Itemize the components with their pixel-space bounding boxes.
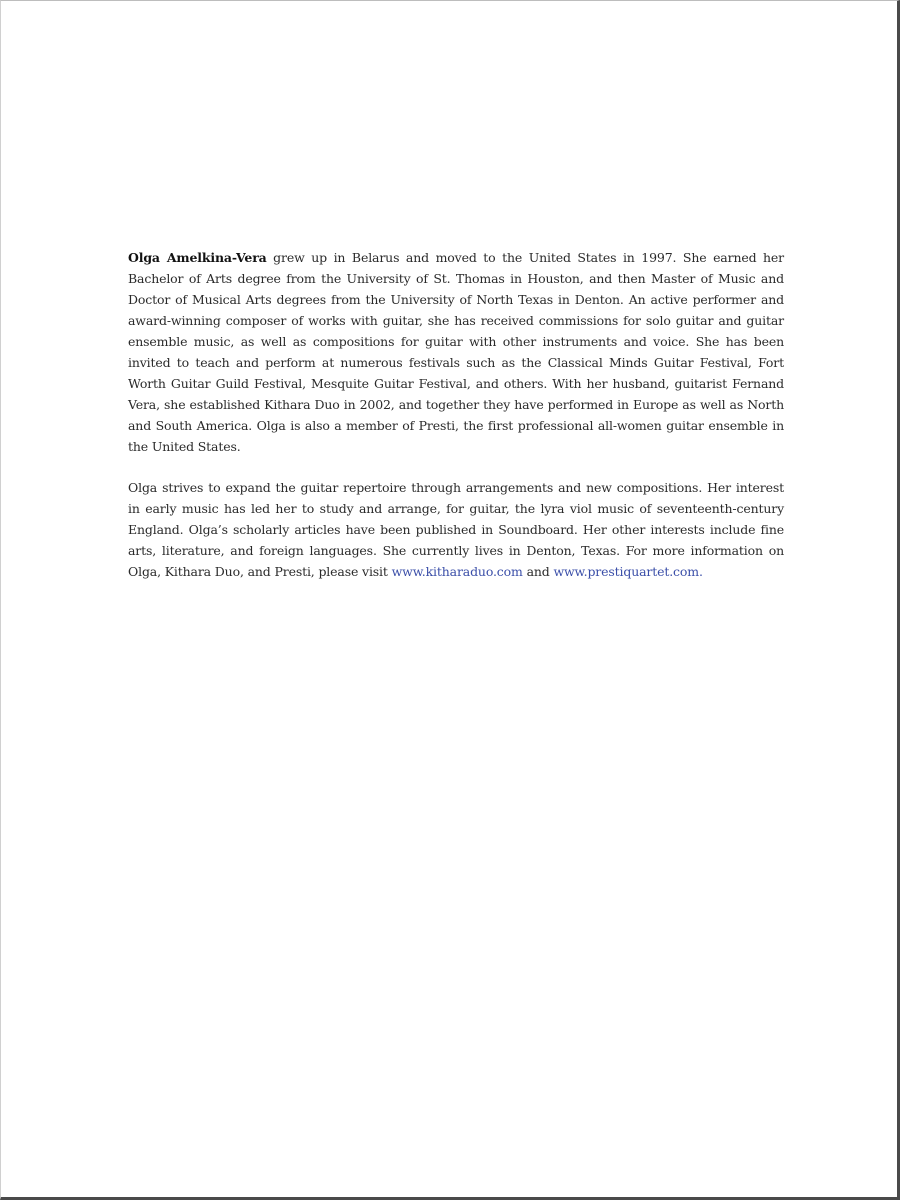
biography-text xyxy=(128,247,784,582)
bio-paragraph-2-text: Olga strives to expand the guitar repertoire through arrangements and new compositions. Her interest in early music has led her to study and arrange, for guitar, the lyra viol music of seventeenth-century England. Olga’s scholarly articles have been published in Soundboard. Her other interests include fine arts, literature, and foreign languages. She currently lives in Denton, Texas. For more information on Olga, Kithara Duo, and Presti, please visit xyxy=(128,480,784,579)
bio-paragraph-1-text: grew up in Belarus and moved to the United States in 1997. She earned her Bachelor of Arts degree from the University of St. Thomas in Houston, and then Master of Music and Doctor of Musical Arts degrees from the University of North Texas in Denton. An active performer and award-winning composer of works with guitar, she has received commissions for solo guitar and guitar ensemble music, as well as compositions for guitar with other instruments and voice. She has been invited to teach and perform at numerous festivals such as the Classical Minds Guitar Festival, Fort Worth Guitar Guild Festival, Mesquite Guitar Festival, and others. With her husband, guitarist Fernand Vera, she established Kithara Duo in 2002, and together they have performed in Europe as well as North and South America. Olga is also a member of Presti, the first professional all-women guitar ensemble in the United States. xyxy=(128,250,785,454)
link-period: . xyxy=(698,564,703,579)
bio-paragraph-2 xyxy=(128,477,784,582)
link-connector: and xyxy=(522,564,554,579)
kitharaduo-link[interactable]: www.kitharaduo.com xyxy=(391,564,523,579)
author-name: Olga Amelkina-Vera xyxy=(128,250,267,265)
bio-paragraph-1 xyxy=(128,247,784,457)
prestiquartet-link[interactable]: www.prestiquartet.com xyxy=(553,564,699,579)
